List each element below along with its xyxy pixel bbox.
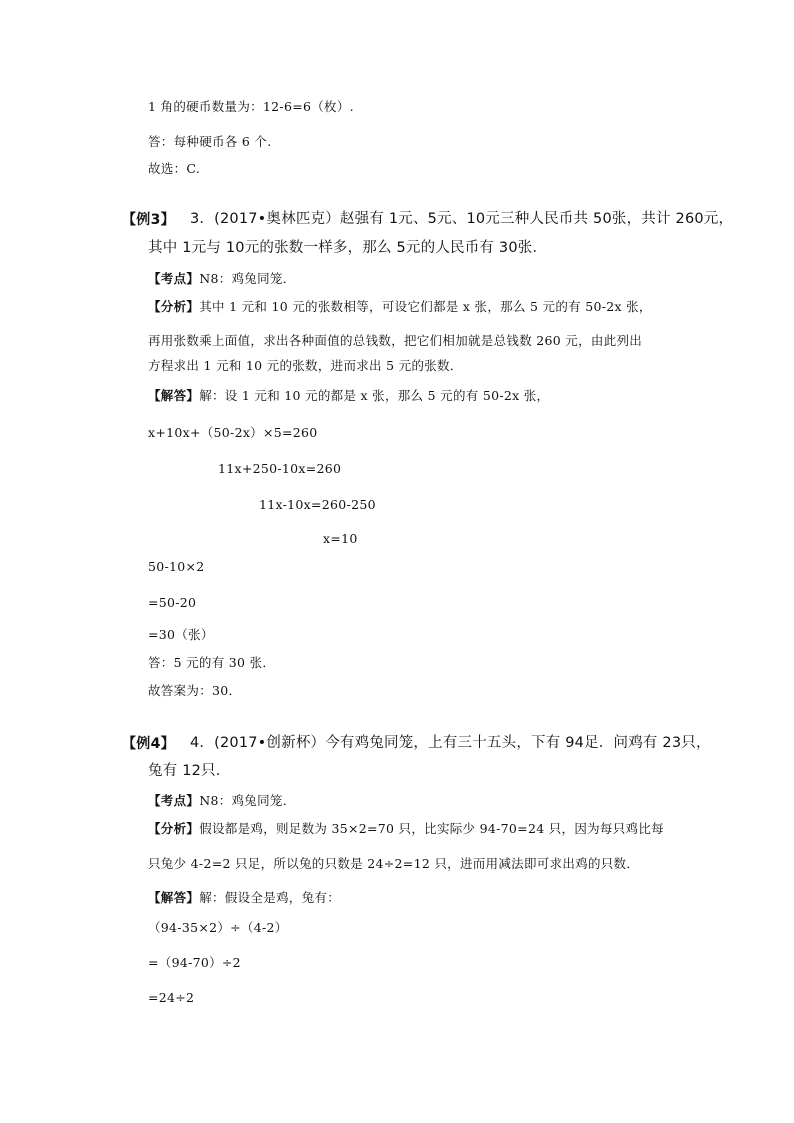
example-4-fenxi-line-2: 只兔少 4-2=2 只足，所以兔的只数是 24÷2=12 只，进而用减法即可求出鸡的只数． [148,856,640,871]
example-3-question-line-2: 其中 1元与 10元的张数一样多，那么 5元的人民币有 30张． [148,240,548,256]
example-3-fenxi-line-2: 再用张数乘上面值，求出各种面值的总钱数，把它们相加就是总钱数 260 元，由此列出 [148,333,643,348]
kaodian-label: 【考点】 [148,793,200,808]
example-3-jieda [148,390,549,403]
equation-step-4: x=10 [323,531,358,546]
prev-answer: 答：每种硬币各 6 个. [148,134,272,149]
example-3-kaodian [148,273,296,286]
fenxi-label: 【分析】 [148,299,200,314]
example-4-calc-step-1: （94-35×2）÷（4-2） [148,920,288,935]
equation-step-2: 11x+250-10x=260 [218,461,342,476]
equation-step-3: 11x-10x=260-250 [259,497,376,512]
example-4-jieda [148,892,340,905]
prev-line: 1 角的硬币数量为：12-6=6（枚）. [148,99,354,114]
kaodian-text: N8：鸡兔同笼． [199,271,296,286]
example-3-fenxi-line-3: 方程求出 1 元和 10 元的张数，进而求出 5 元的张数． [148,358,463,373]
fenxi-text: 其中 1 元和 10 元的张数相等，可设它们都是 x 张，那么 5 元的有 50-2x 张， [199,299,652,314]
example-4-question-line-2: 兔有 12只． [148,763,231,779]
example-4-calc-step-3: =24÷2 [148,990,195,1005]
example-4-calc-step-2: =（94-70）÷2 [148,955,241,970]
jieda-text: 解：设 1 元和 10 元的都是 x 张，那么 5 元的有 50-2x 张， [199,388,550,403]
example-4-fenxi [148,823,664,836]
calc-step-1: 50-10×2 [148,559,205,574]
example-3-question-line-1: 3．(2017•奥林匹克）赵强有 1元、5元、10元三种人民币共 50张，共计 260元， [190,211,734,227]
example-3-final: 故答案为：30． [148,683,242,698]
equation-step-1: x+10x+（50-2x）×5=260 [148,425,318,440]
example-3-answer: 答：5 元的有 30 张． [148,655,276,670]
kaodian-label: 【考点】 [148,271,200,286]
prev-choice: 故选：C. [148,161,201,176]
example-4-kaodian [148,795,296,808]
jieda-label: 【解答】 [148,890,200,905]
jieda-label: 【解答】 [148,388,200,403]
example-4-question-line-1: 4．(2017•创新杯）今有鸡兔同笼，上有三十五头，下有 94足．问鸡有 23只， [190,735,711,751]
fenxi-text: 假设都是鸡，则足数为 35×2=70 只，比实际少 94-70=24 只，因为每只鸡比每 [199,821,664,836]
calc-step-2: =50-20 [148,595,197,610]
kaodian-text: N8：鸡兔同笼． [199,793,296,808]
fenxi-label: 【分析】 [148,821,200,836]
jieda-text: 解：假设全是鸡，兔有： [199,890,341,905]
example-3-tag: 【例3】 [122,212,175,228]
calc-step-3: =30（张） [148,627,214,642]
example-3-fenxi [148,301,652,314]
example-4-tag: 【例4】 [122,736,175,752]
